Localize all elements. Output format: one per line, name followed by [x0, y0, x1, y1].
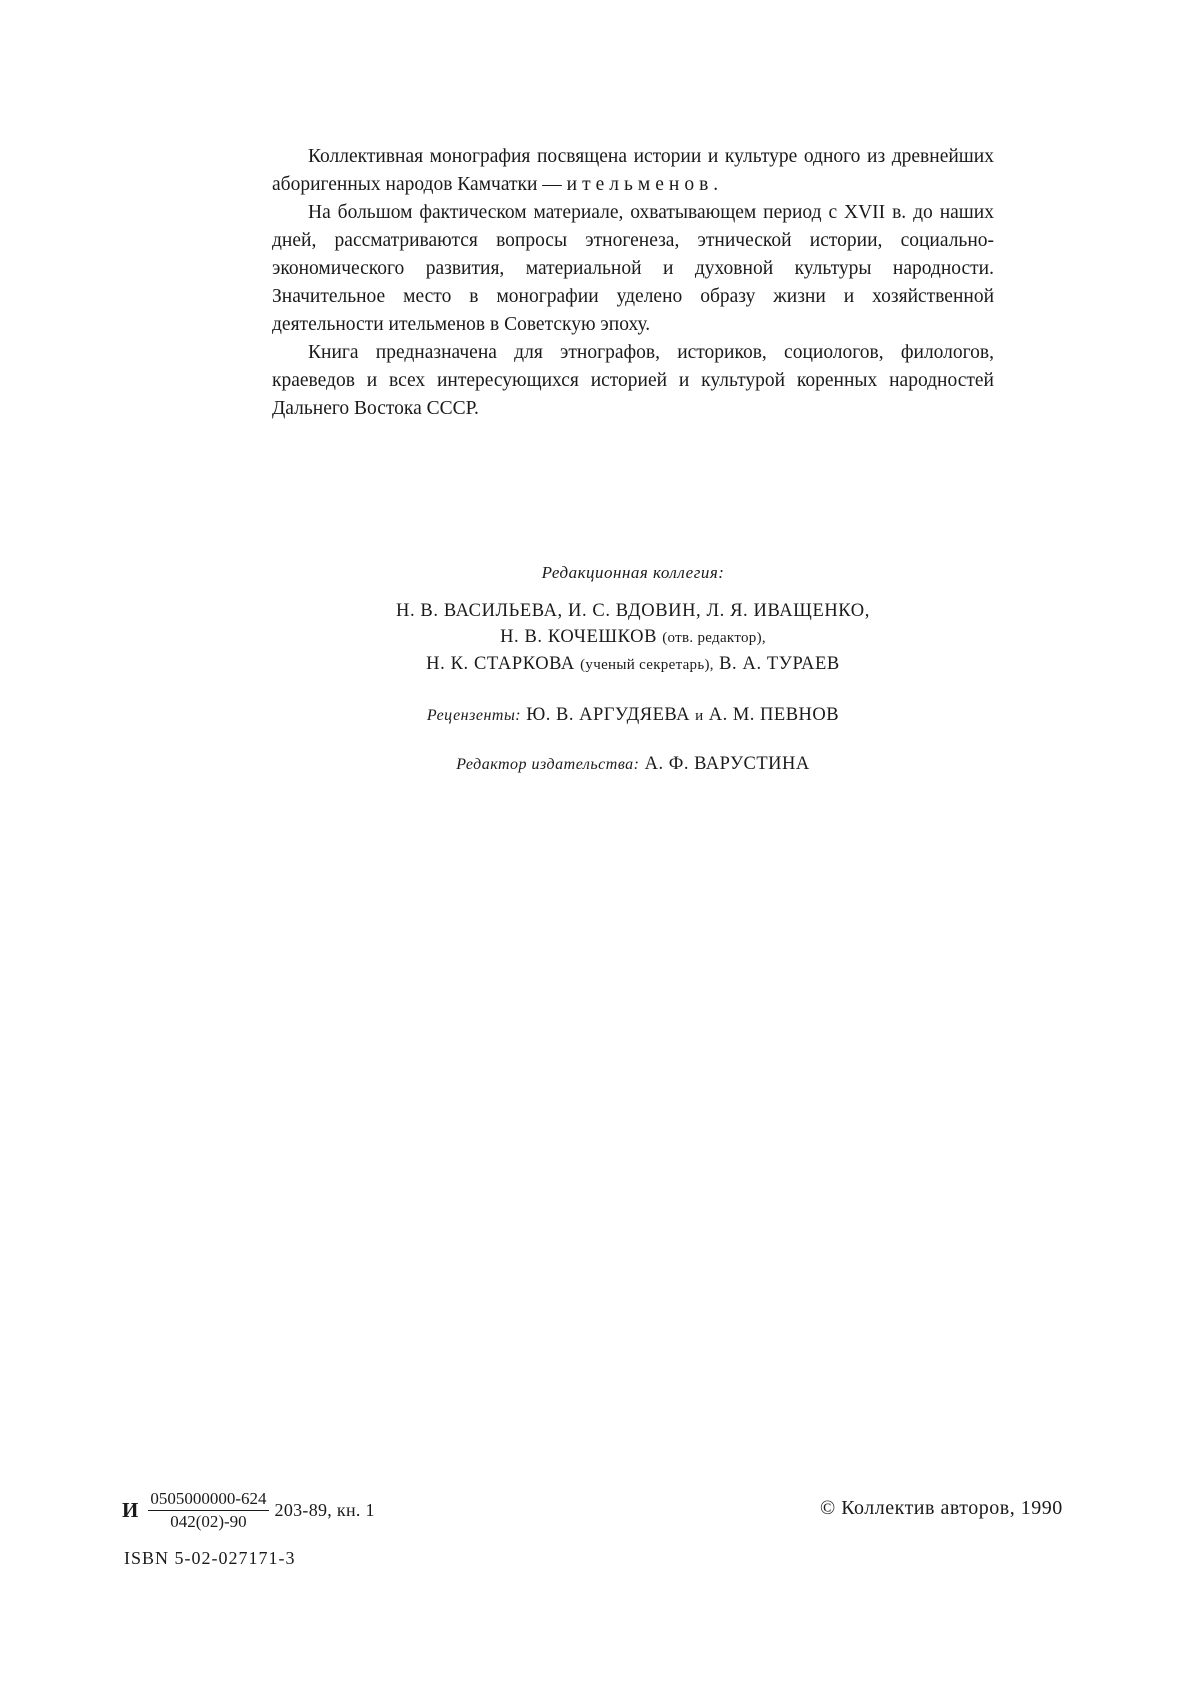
publication-code — [122, 1488, 375, 1533]
reviewer-name: Ю. В. АРГУДЯЕВА — [526, 705, 690, 725]
publication-code-letter: И — [122, 1498, 139, 1522]
publication-code-numerator: 0505000000-624 — [148, 1488, 268, 1511]
publication-code-suffix: 203-89, кн. 1 — [274, 1500, 375, 1520]
members-line-1: Н. В. ВАСИЛЬЕВА, И. С. ВДОВИН, Л. Я. ИВАЩЕНКО, — [396, 601, 870, 621]
isbn: ISBN 5-02-027171-3 — [124, 1548, 296, 1568]
member-role: (ученый секретарь), — [580, 657, 714, 673]
copyright-notice: © Коллектив авторов, 1990 — [820, 1497, 1063, 1519]
abstract-paragraph-1-text: Коллективная монография посвящена истории и культуре одного из древнейших аборигенных народов Камчатки — — [272, 146, 994, 195]
member-name: В. А. ТУРАЕВ — [719, 654, 840, 674]
publication-code-fraction — [148, 1488, 268, 1533]
editorial-board-title: Редакционная коллегия: — [541, 563, 725, 582]
reviewers-conjunction: и — [695, 708, 704, 724]
reviewer-name: А. М. ПЕВНОВ — [708, 705, 840, 725]
publisher-editor-name: А. Ф. ВАРУСТИНА — [644, 754, 810, 774]
members-line-2 — [272, 624, 994, 651]
publication-code-denominator: 042(02)-90 — [170, 1512, 247, 1531]
editorial-board — [272, 560, 994, 778]
publisher-editor — [272, 751, 994, 778]
publisher-editor-label: Редактор издательства: — [456, 756, 640, 773]
abstract — [272, 143, 994, 423]
member-name: Н. В. КОЧЕШКОВ — [500, 627, 658, 647]
abstract-paragraph-2: На большом фактическом материале, охватывающем период с XVII в. до наших дней, рассматриваются вопросы этногенеза, этнической истории, социально-экономического развития, материальной и духовной культуры народности. Значительное место в монографии уделено образу жизни и хозяйственной деятельности ительменов в Советскую эпоху. — [272, 202, 994, 335]
editorial-board-members — [272, 598, 994, 678]
reviewers — [272, 702, 994, 729]
abstract-paragraph-3: Книга предназначена для этнографов, историков, социологов, филологов, краеведов и всех интересующихся историей и культурой коренных народностей Дальнего Востока СССР. — [272, 342, 994, 419]
reviewers-label: Рецензенты: — [426, 707, 522, 724]
member-name: Н. К. СТАРКОВА — [426, 654, 575, 674]
abstract-emphasis: ительменов. — [566, 174, 724, 195]
abstract-paragraph-1 — [272, 143, 994, 199]
member-role: (отв. редактор), — [662, 630, 766, 646]
members-line-3 — [272, 651, 994, 678]
